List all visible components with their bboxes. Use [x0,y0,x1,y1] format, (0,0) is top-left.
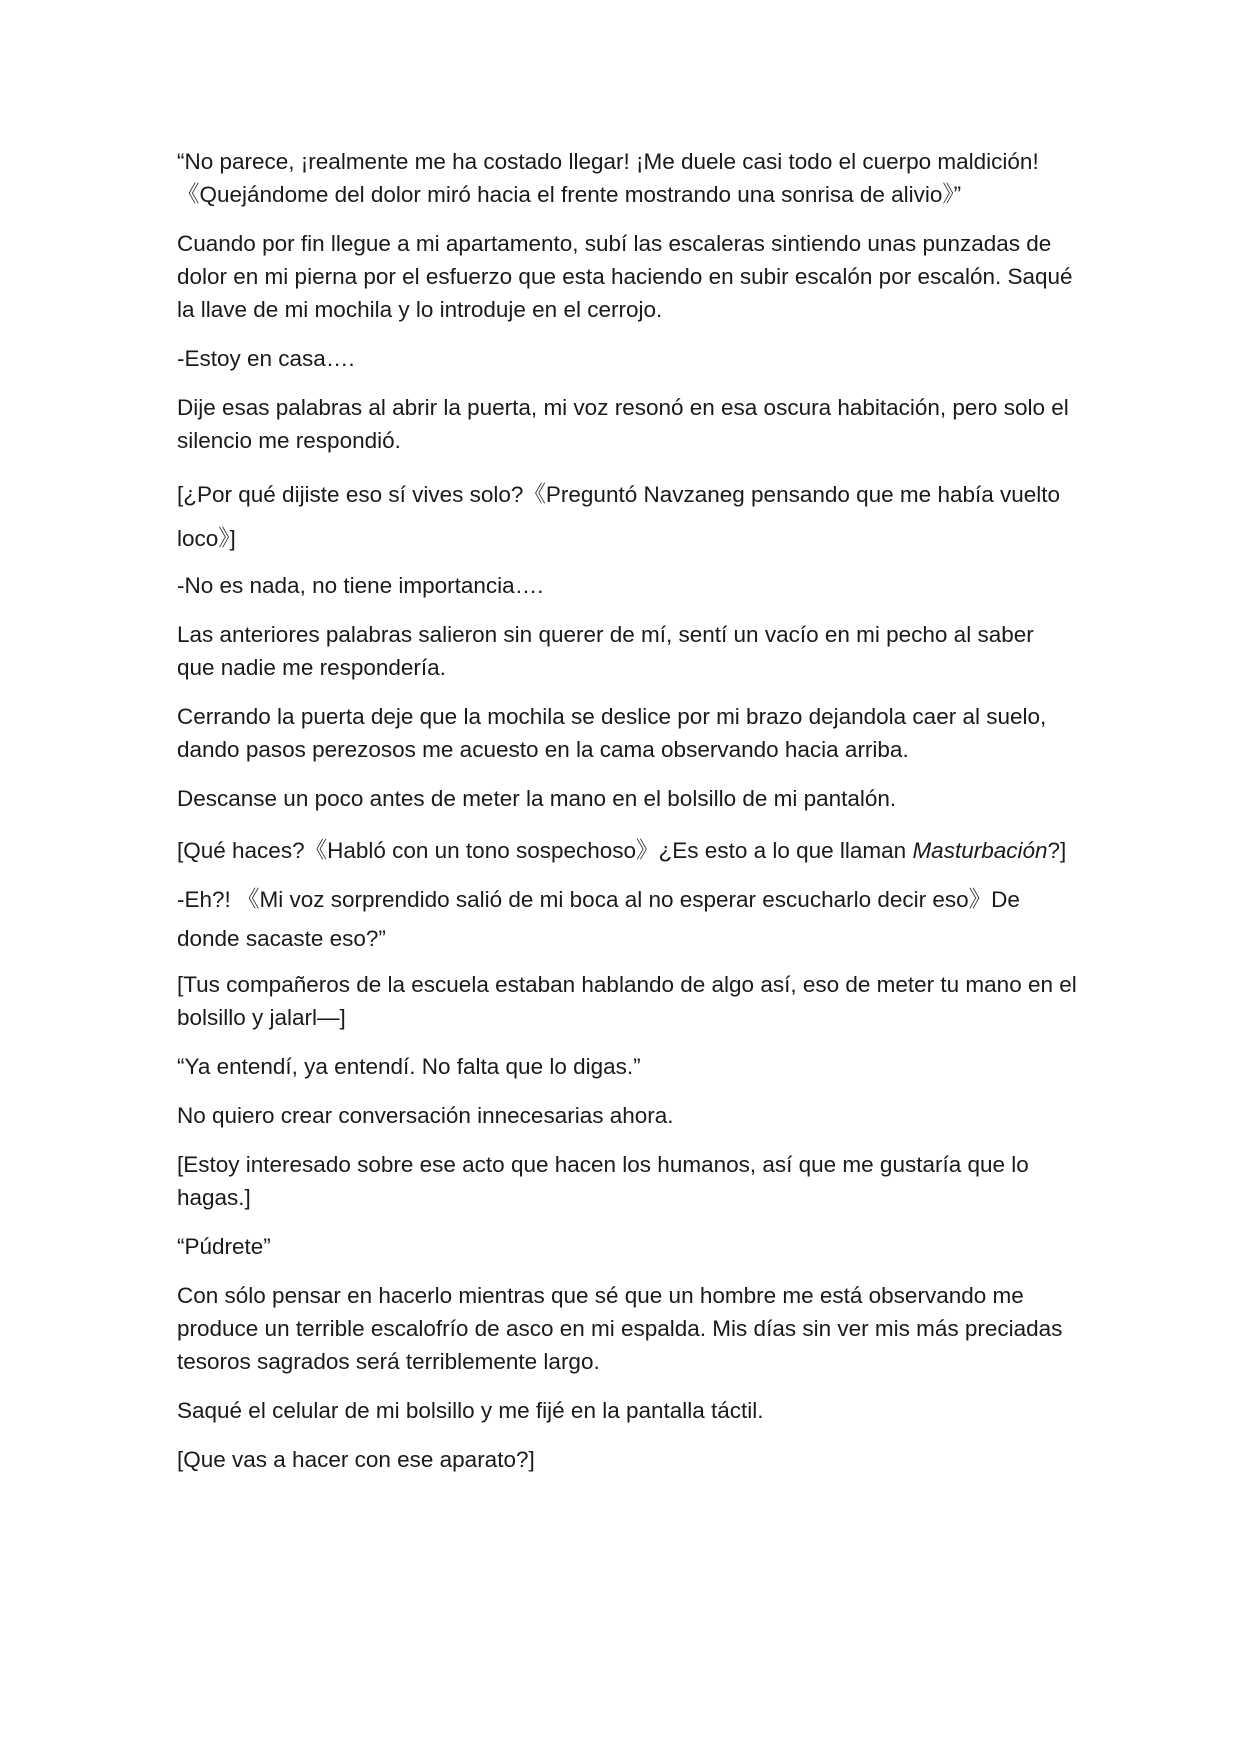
paragraph-text: -No es nada, no tiene importancia…. [177,573,544,598]
paragraph [177,569,1077,602]
paragraph [177,227,1077,326]
paragraph-text: Dije esas palabras al abrir la puerta, mi voz resonó en esa oscura habitación, pero solo el silencio me respondió. [177,395,1069,453]
paragraph-text: “Púdrete” [177,1234,271,1259]
paragraph-text: [Qué haces?《Habló con un tono sospechoso》¿Es esto a lo que llaman [177,838,913,863]
paragraph-text: [Estoy interesado sobre ese acto que hacen los humanos, así que me gustaría que lo hagas.] [177,1152,1029,1210]
paragraph [177,342,1077,375]
paragraph-text: [Que vas a hacer con ese aparato?] [177,1447,535,1472]
paragraph-text: Saqué el celular de mi bolsillo y me fijé en la pantalla táctil. [177,1398,764,1423]
paragraph-text: No quiero crear conversación innecesarias ahora. [177,1103,674,1128]
paragraph-text: [Tus compañeros de la escuela estaban hablando de algo así, eso de meter tu mano en el bolsillo y jalarl—] [177,972,1077,1030]
paragraph [177,1394,1077,1427]
paragraph [177,618,1077,684]
paragraph-text: Descanse un poco antes de meter la mano en el bolsillo de mi pantalón. [177,786,897,811]
paragraph [177,700,1077,766]
paragraph-text: “No parece, ¡realmente me ha costado llegar! ¡Me duele casi todo el cuerpo maldición! 《Quejándome del dolor miró hacia el frente mostrando una sonrisa de alivio》” [177,149,1039,207]
paragraph [177,782,1077,815]
paragraph [177,473,1077,561]
paragraph-text: -Eh?! 《Mi voz sorprendido salió de mi boca al no esperar escucharlo decir eso》De donde sacaste eso?” [177,887,1020,951]
paragraph [177,1230,1077,1263]
paragraph-text: “Ya entendí, ya entendí. No falta que lo digas.” [177,1054,641,1079]
paragraph-text: -Estoy en casa…. [177,346,355,371]
paragraph [177,968,1077,1034]
paragraph [177,1148,1077,1214]
emphasis-text: Masturbación [912,838,1048,863]
paragraph [177,1279,1077,1378]
paragraph-text: Cuando por fin llegue a mi apartamento, subí las escaleras sintiendo unas punzadas de dolor en mi pierna por el esfuerzo que esta haciendo en subir escalón por escalón. Saqué la llave de mi mochila y lo introduje en el cerrojo. [177,231,1073,322]
paragraph-text: ?] [1047,838,1067,863]
paragraph [177,391,1077,457]
document-body [177,145,1077,1492]
paragraph [177,145,1077,211]
paragraph [177,1099,1077,1132]
paragraph [177,831,1077,870]
paragraph-text: Con sólo pensar en hacerlo mientras que sé que un hombre me está observando me produce un terrible escalofrío de asco en mi espalda. Mis días sin ver mis más preciadas tesoros sagrados será terriblemente largo. [177,1283,1063,1374]
paragraph [177,1050,1077,1083]
paragraph [177,880,1077,958]
paragraph-text: Cerrando la puerta deje que la mochila se deslice por mi brazo dejandola caer al suelo, dando pasos perezosos me acuesto en la cama observando hacia arriba. [177,704,1047,762]
paragraph-text: [¿Por qué dijiste eso sí vives solo?《Preguntó Navzaneg pensando que me había vuelto loco》] [177,482,1061,551]
paragraph-text: Las anteriores palabras salieron sin querer de mí, sentí un vacío en mi pecho al saber que nadie me respondería. [177,622,1034,680]
paragraph [177,1443,1077,1476]
